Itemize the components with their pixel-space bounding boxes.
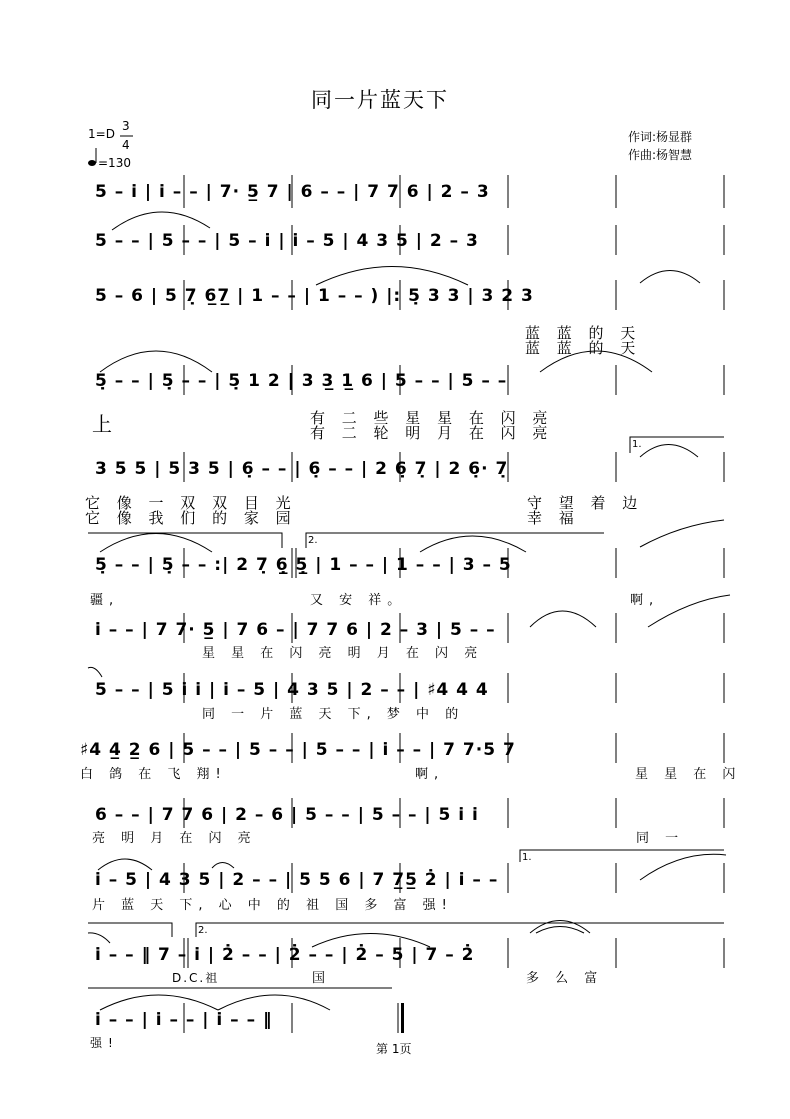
lyric-row-11: 片 蓝 天 下, 心 中 的 祖 国 多 富 强! — [92, 898, 453, 913]
notation-row-8: 5 – – | 5 i̇ i̇ | i̇ – 5 | 4 3 5 | 2 – – | ♯4 4 4 — [95, 680, 489, 700]
notation-row-10: 6 – – | 7 7 6 | 2 – 6 | 5 – – | 5 – – | 5 i̇ i̇ — [95, 805, 479, 825]
lyric-row-12-middle: 国 — [312, 971, 332, 986]
lyric-row-9-end: 星 星 在 闪 — [635, 767, 742, 782]
notation-row-11: i̇ – 5 | 4 3 5 | 2 – – | 5 5 6 | 7 7̲5̲ 2̇ | i̇ – – — [95, 870, 499, 890]
lyric-row-12-end: 多 么 富 — [526, 971, 604, 986]
lyric-row-5-verse-1-end: 守 望 着 边 — [527, 494, 644, 512]
lyric-row-10-end: 同 一 — [636, 831, 685, 846]
lyric-row-6-middle: 又 安 祥。 — [310, 593, 407, 608]
notation-row-4: 5̣ – – | 5̣ – – | 5̣ 1 2 | 3 3̲ 1̲ 6 | 5 – – | 5 – – — [95, 371, 508, 391]
volta-1-mark-2: 1. — [522, 852, 532, 863]
song-title: 同一片蓝天下 — [311, 88, 449, 112]
notation-row-9: ♯4 4̲ 2̲ 6 | 5 – – | 5 – – | 5 – – | i̇ – – | 7 7·5 7 — [80, 740, 516, 760]
notation-row-7: i̇ – – | 7 7· 5̲ | 7 6 – | 7 7 6 | 2 – 3 | 5 – – — [95, 620, 496, 640]
lyric-row-4-left: 上 — [92, 412, 118, 436]
lyric-row-5-verse-2-end: 幸 福 — [527, 509, 580, 527]
lyric-row-8: 同 一 片 蓝 天 下, 梦 中 的 — [202, 707, 465, 722]
lyric-row-12-dc: D.C.祖 — [172, 971, 220, 985]
lyric-row-3-verse-2: 蓝 蓝 的 天 — [525, 339, 642, 357]
notation-row-3: 5 – 6 | 5 7̣ 6̲7̲ | 1 – – | 1 – – ) |: 5̣ 3 3 | 3 2 3 — [95, 286, 534, 306]
time-signature-top: 3 — [122, 119, 130, 133]
composer-credit: 作曲:杨智慧 — [628, 148, 693, 162]
lyric-row-4-verse-1: 有 二 些 星 星 在 闪 亮 — [310, 409, 554, 427]
notation-row-1: 5 – i̇ | i̇ – – | 7· 5̲ 7 | 6 – – | 7 7 6 | 2 – 3 — [95, 182, 490, 202]
key-signature: 1=D — [88, 127, 115, 141]
volta-1-mark: 1. — [632, 439, 642, 450]
notation-row-5: 3 5 5 | 5 3 5 | 6̣ – – | 6̣ – – | 2 6̣ 7̣ | 2 6̣· 7̣ — [95, 459, 509, 479]
notation-row-12: i̇ – – ‖ 7 – i̇ | 2̇ – – | 2̇ – – | 2̇ – 5 | 7 – 2̇ — [95, 945, 475, 965]
lyric-row-10-start: 亮 明 月 在 闪 亮 — [92, 831, 257, 846]
lyric-row-5-verse-2: 它 像 我 们 的 家 园 — [85, 509, 297, 527]
notation-row-2: 5 – – | 5 – – | 5 – i̇ | i̇ – 5 | 4 3 5 | 2 – 3 — [95, 231, 479, 251]
volta-2-mark: 2. — [308, 535, 318, 546]
volta-2-mark-2: 2. — [198, 925, 208, 936]
lyric-row-5-verse-1: 它 像 一 双 双 目 光 — [85, 494, 297, 512]
lyric-row-9-start: 白 鸽 在 飞 翔! — [80, 767, 227, 782]
lyricist-credit: 作词:杨显群 — [628, 130, 693, 144]
lyric-row-9-middle: 啊, — [415, 767, 445, 782]
time-signature-bottom: 4 — [122, 138, 130, 152]
page-number: 第 1页 — [376, 1042, 412, 1056]
notation-row-13: i̇ – – | i̇ – – | i̇ – – ‖ — [95, 1010, 273, 1030]
lyric-row-13: 强! — [90, 1036, 119, 1050]
lyric-row-3-verse-1: 蓝 蓝 的 天 — [525, 324, 642, 342]
lyric-row-7: 星 星 在 闪 亮 明 月 在 闪 亮 — [202, 646, 484, 661]
tempo-marking: =130 — [98, 156, 131, 170]
lyric-row-6-start: 疆, — [90, 593, 120, 608]
lyric-row-6-end: 啊, — [630, 593, 660, 608]
notation-row-6: 5̣ – – | 5̣ – – :| 2 7̣ 6̲̣ 5̲̣ | 1 – – | 1 – – | 3 – 5 — [95, 555, 512, 575]
lyric-row-4-verse-2: 有 二 轮 明 月 在 闪 亮 — [310, 424, 554, 442]
